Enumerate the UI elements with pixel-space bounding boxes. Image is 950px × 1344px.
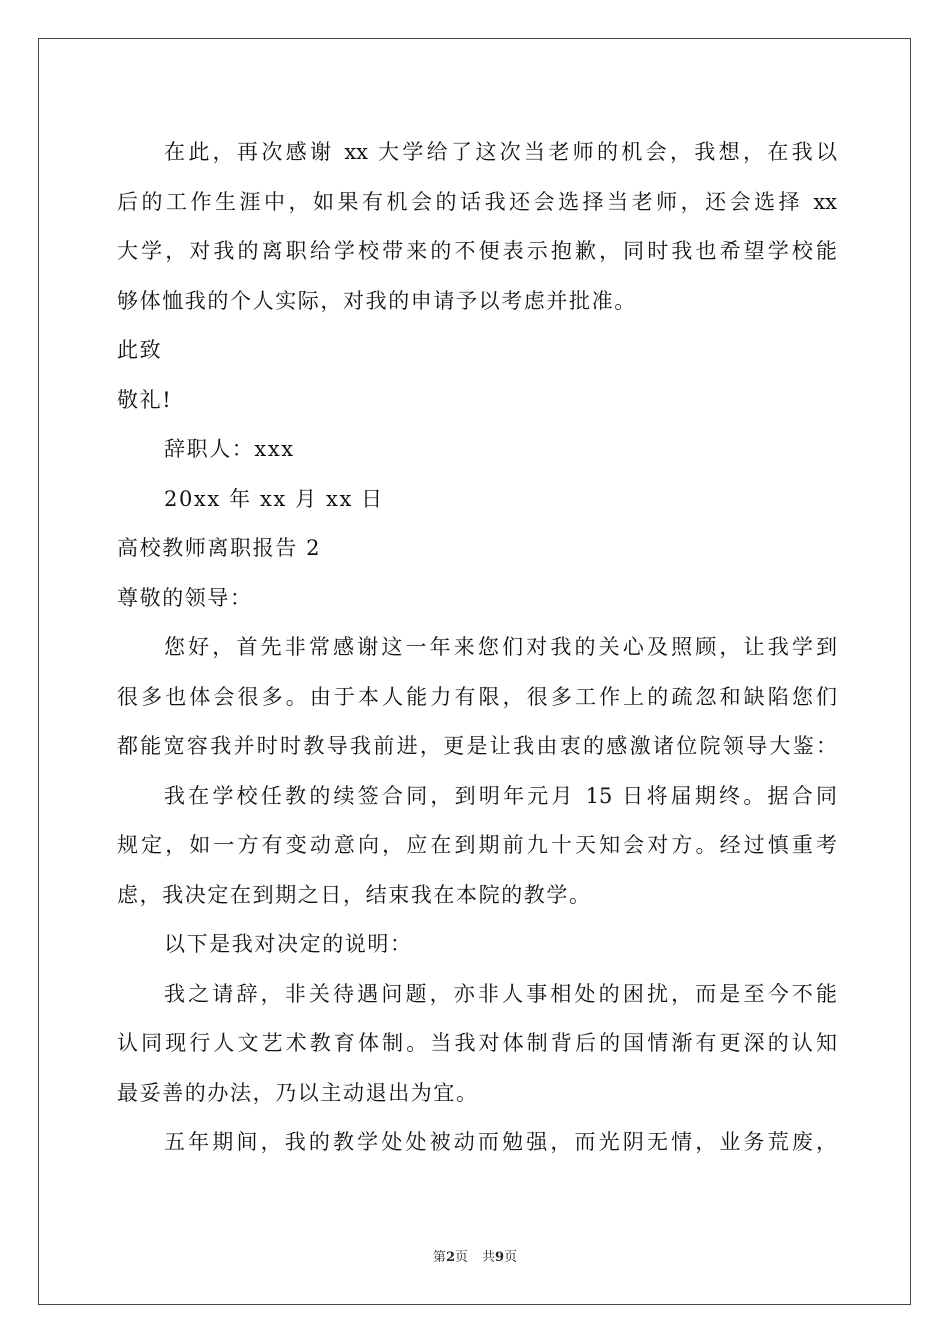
text-line: 最妥善的办法，乃以主动退出为宜。 [117, 1080, 479, 1105]
total-pages: 9 [495, 1250, 505, 1265]
text-line: 大学，对我的离职给学校带来的不便表示抱歉，同时我也希望学校能 [117, 239, 837, 263]
text-line: 很多也体会很多。由于本人能力有限，很多工作上的疏忽和缺陷您们 [117, 684, 837, 709]
text-line: 五年期间，我的教学处处被动而勉强，而光阴无情，业务荒废， [164, 1130, 837, 1154]
document-body [117, 128, 837, 1168]
text-line: 我在学校任教的续签合同，到明年元月 15 日将届期终。据合同 [164, 783, 837, 808]
text-line: 都能宽容我并时时教导我前进，更是让我由衷的感激诸位院领导大鉴： [117, 734, 837, 758]
text-line: 20xx 年 xx 月 xx 日 [164, 486, 384, 511]
text-line: 够体恤我的个人实际，对我的申请予以考虑并批准。 [117, 288, 637, 313]
text-line: 认同现行人文艺术教育体制。当我对体制背后的国情渐有更深的认知 [117, 1031, 837, 1055]
page-prefix: 第 [432, 1250, 446, 1265]
text-line: 我之请辞，非关待遇问题，亦非人事相处的困扰，而是至今不能 [164, 981, 837, 1006]
text-line: 规定，如一方有变动意向，应在到期前九十天知会对方。经过慎重考 [117, 833, 837, 857]
total-suffix: 页 [504, 1250, 518, 1265]
total-prefix: 共 [482, 1250, 496, 1265]
text-line: 高校教师离职报告 2 [117, 536, 322, 560]
page-suffix: 页 [454, 1250, 468, 1265]
text-line: 辞职人：xxx [164, 437, 295, 461]
text-line: 敬礼! [117, 387, 173, 412]
text-line: 此致 [117, 338, 163, 362]
text-line: 以下是我对决定的说明： [164, 932, 413, 956]
text-line: 后的工作生涯中，如果有机会的话我还会选择当老师，还会选择 xx [117, 189, 837, 214]
page-number: 2 [445, 1250, 455, 1265]
page-footer [0, 1246, 950, 1265]
text-line: 尊敬的领导： [117, 585, 253, 610]
text-line: 您好，首先非常感谢这一年来您们对我的关心及照顾，让我学到 [164, 635, 837, 659]
text-line: 虑，我决定在到期之日，结束我在本院的教学。 [117, 882, 592, 907]
text-line: 在此，再次感谢 xx 大学给了这次当老师的机会，我想，在我以 [164, 140, 837, 164]
